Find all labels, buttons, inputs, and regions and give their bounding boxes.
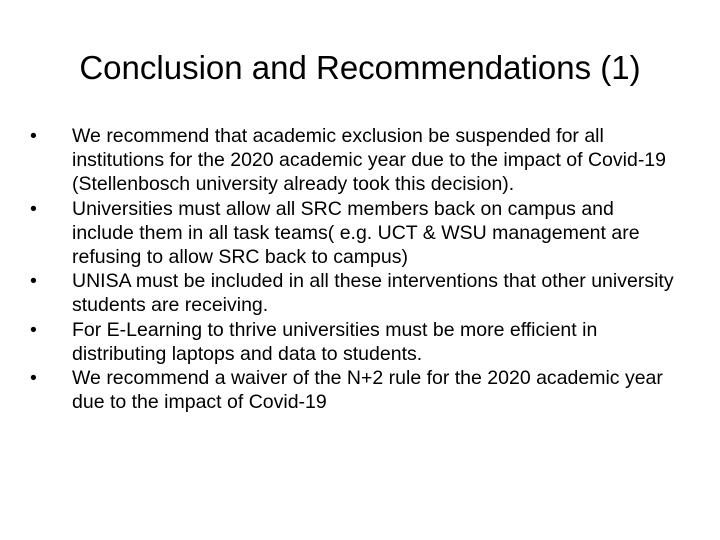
bullet-dot-icon: • [30, 125, 37, 147]
bullet-text: We recommend a waiver of the N+2 rule for the 2020 academic year due to the impact of Covid-19 [72, 367, 663, 414]
bullet-item [30, 318, 680, 366]
bullet-text: We recommend that academic exclusion be suspended for all institutions for the 2020 academic year due to the impact of Covid-19 (Stellenbosch university already took this decision). [72, 125, 666, 196]
bullet-text: Universities must allow all SRC members back on campus and include them in all task teams( e.g. UCT & WSU management are refusing to allow SRC back to campus) [72, 197, 640, 269]
bullet-dot-icon: • [30, 318, 37, 341]
bullet-item [30, 366, 680, 414]
bullet-item [30, 197, 680, 270]
slide-title: Conclusion and Recommendations (1) [79, 49, 641, 86]
bullet-item [30, 124, 680, 197]
bullet-dot-icon: • [30, 197, 37, 220]
bullet-item [30, 269, 680, 317]
bullet-text: For E-Learning to thrive universities must be more efficient in distributing laptops and data to students. [72, 318, 598, 365]
bullet-dot-icon: • [30, 270, 37, 293]
bullet-list [30, 124, 680, 414]
bullet-dot-icon: • [30, 367, 37, 390]
bullet-text: UNISA must be included in all these interventions that other university students are receiving. [72, 270, 674, 317]
